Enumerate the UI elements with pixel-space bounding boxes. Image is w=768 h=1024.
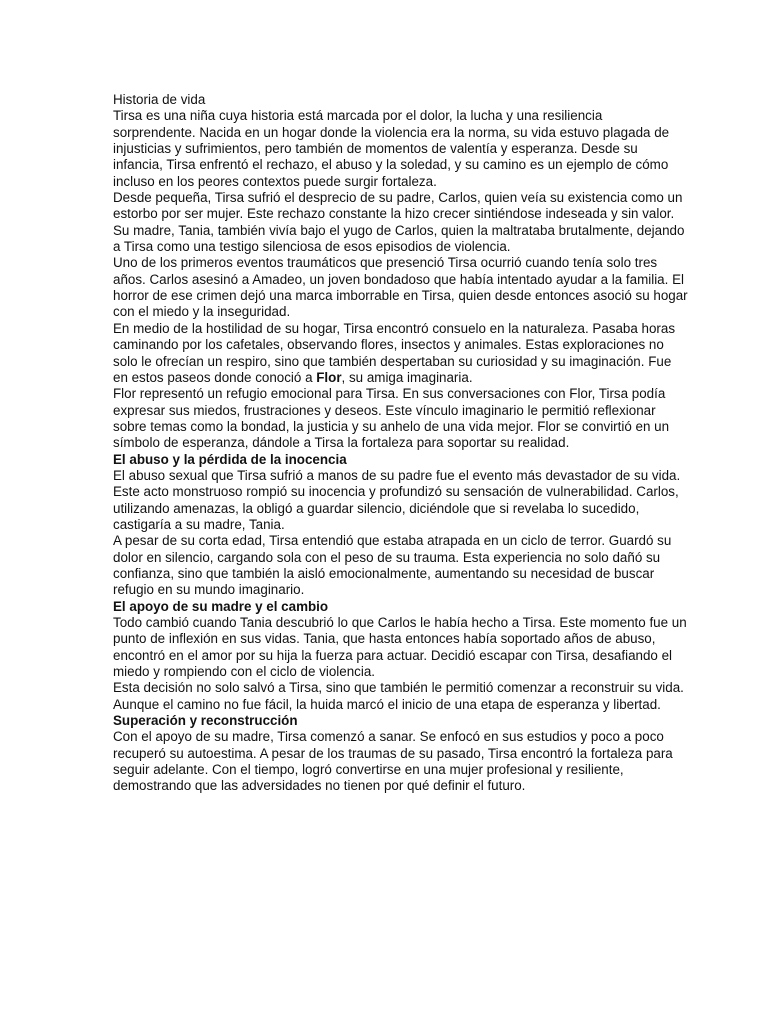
paragraph-nature-text: En medio de la hostilidad de su hogar, Tirsa encontró consuelo en la naturaleza. Pasaba horas caminando por los cafetales, observando flores, insectos y animales. Estas exploraciones no solo le ofrecían un respiro, sino que también despertaban su curiosidad y su imaginación. Fue en estos paseos donde conoció a <box>113 320 676 385</box>
paragraph-first-trauma: Uno de los primeros eventos traumáticos que presenció Tirsa ocurrió cuando tenía solo tres años. Carlos asesinó a Amadeo, un joven bondadoso que había intentado ayudar a la familia. El horror de ese crimen dejó una marca imborrable en Tirsa, quien desde entonces asoció su hogar con el miedo y la inseguridad. <box>113 255 688 320</box>
paragraph-nature <box>113 321 688 386</box>
section-heading-recovery: Superación y reconstrucción <box>113 713 298 729</box>
paragraph-flor-refuge: Flor representó un refugio emocional para Tirsa. En sus conversaciones con Flor, Tirsa podía expresar sus miedos, frustraciones y deseos. Este vínculo imaginario le permitió reflexionar sobre temas como la bondad, la justicia y su anhelo de una vida mejor. Flor se convirtió en un símbolo de esperanza, dándole a Tirsa la fortaleza para soportar su realidad. <box>113 386 670 451</box>
paragraph-turning-point: Todo cambió cuando Tania descubrió lo que Carlos le había hecho a Tirsa. Este momento fue un punto de inflexión en sus vidas. Tania, que hasta entonces había soportado años de abuso, encontró en el amor por su hija la fuerza para actuar. Decidió escapar con Tirsa, desafiando el miedo y rompiendo con el ciclo de violencia. <box>113 615 687 680</box>
paragraph-recovery: Con el apoyo de su madre, Tirsa comenzó a sanar. Se enfocó en sus estudios y poco a poco recuperó su autoestima. A pesar de los traumas de su pasado, Tirsa encontró la fortaleza para seguir adelante. Con el tiempo, logró convertirse en una mujer profesional y resiliente, demostrando que las adversidades no tienen por qué definir el futuro. <box>113 729 673 794</box>
paragraph-silence: A pesar de su corta edad, Tirsa entendió que estaba atrapada en un ciclo de terror. Guardó su dolor en silencio, cargando sola con el peso de su trauma. Esta experiencia no solo dañó su confianza, sino que también la aisló emocionalmente, aumentando su necesidad de buscar refugio en su mundo imaginario. <box>113 533 672 598</box>
paragraph-nature-ending: , su amiga imaginaria. <box>341 369 473 385</box>
paragraph-intro: Tirsa es una niña cuya historia está marcada por el dolor, la lucha y una resiliencia sorprendente. Nacida en un hogar donde la violencia era la norma, su vida estuvo plagada de injusticias y sufrimientos, pero también de momentos de valentía y esperanza. Desde su infancia, Tirsa enfrentó el rechazo, el abuso y la soledad, y su camino es un ejemplo de cómo incluso en los peores contextos puede surgir fortaleza. <box>113 108 670 189</box>
paragraph-abuse: El abuso sexual que Tirsa sufrió a manos de su padre fue el evento más devastador de su vida. Este acto monstruoso rompió su inocencia y profundizó su sensación de vulnerabilidad. Carlos, utilizando amenazas, la obligó a guardar silencio, diciéndole que si revelaba lo sucedido, castigaría a su madre, Tania. <box>113 467 681 532</box>
section-heading-mother-support: El apoyo de su madre y el cambio <box>113 598 329 614</box>
section-heading-abuse: El abuso y la pérdida de la inocencia <box>113 451 347 467</box>
paragraph-escape: Esta decisión no solo salvó a Tirsa, sino que también le permitió comenzar a reconstruir su vida. Aunque el camino no fue fácil, la huida marcó el inicio de una etapa de esperanza y libertad. <box>113 680 684 712</box>
document-body <box>113 92 688 795</box>
document-title: Historia de vida <box>113 92 206 107</box>
paragraph-father-rejection: Desde pequeña, Tirsa sufrió el desprecio de su padre, Carlos, quien veía su existencia como un estorbo por ser mujer. Este rechazo constante la hizo crecer sintiéndose indeseada y sin valor. Su madre, Tania, también vivía bajo el yugo de Carlos, quien la maltrataba brutalmente, dejando a Tirsa como una testigo silenciosa de esos episodios de violencia. <box>113 190 685 255</box>
flor-name-bold: Flor <box>316 369 342 385</box>
